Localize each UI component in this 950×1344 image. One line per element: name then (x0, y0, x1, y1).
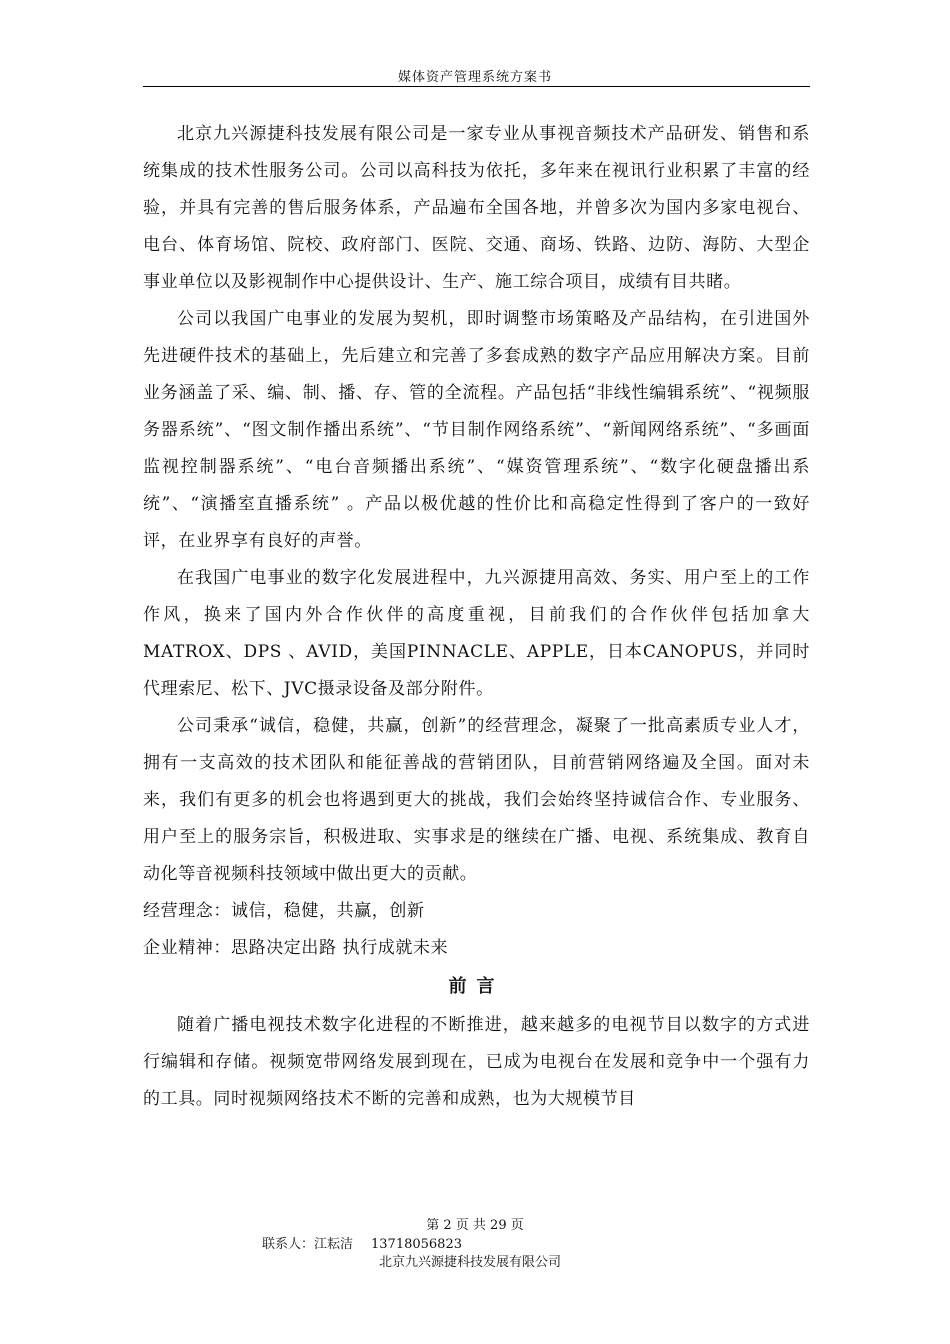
section-heading-preface: 前言 (448, 976, 505, 997)
preface-paragraph: 随着广播电视技术数字化进程的不断推进，越来越多的电视节目以数字的方式进行编辑和存储。视频宽带网络发展到现在，已成为电视台在发展和竞争中一个强有力的工具。同时视频网络技术不断的完善和成熟，也为大规模节目 (143, 1015, 810, 1109)
partners-paragraph: 在我国广电事业的数字化发展进程中，九兴源捷用高效、务实、用户至上的工作作风，换来了国内外合作伙伴的高度重视，目前我们的合作伙伴包括加拿大MATROX、DPS 、AVID，美国PINNACLE、APPLE，日本CANOPUS，并同时代理索尼、松下、JVC摄录设备及部分附件。 (143, 568, 810, 699)
footer-page-number: 第 2 页 共 29 页 (426, 1218, 524, 1233)
philosophy-paragraph: 公司秉承“诚信，稳健，共赢，创新”的经营理念，凝聚了一批高素质专业人才，拥有一支高效的技术团队和能征善战的营销团队，目前营销网络遍及全国。面对未来，我们有更多的机会也将遇到更大的挑战，我们会始终坚持诚信合作、专业服务、用户至上的服务宗旨，积极进取、实事求是的继续在广播、电视、系统集成、教育自动化等音视频科技领域中做出更大的贡献。 (143, 716, 810, 884)
page-header-title: 媒体资产管理系统方案书 (397, 70, 552, 85)
footer-phone: 13718056823 (371, 1237, 462, 1252)
footer-contact (262, 1233, 462, 1252)
business-philosophy-line: 经营理念：诚信，稳健，共赢，创新 (143, 901, 425, 921)
footer-company-name: 北京九兴源捷科技发展有限公司 (379, 1255, 562, 1270)
corporate-spirit-line: 企业精神：思路决定出路 执行成就未来 (143, 938, 449, 958)
header-divider (143, 86, 810, 87)
company-intro-paragraph: 北京九兴源捷科技发展有限公司是一家专业从事视音频技术产品研发、销售和系统集成的技术性服务公司。公司以高科技为依托，多年来在视讯行业积累了丰富的经验，并具有完善的售后服务体系，产品遍布全国各地，并曾多次为国内多家电视台、电台、体育场馆、院校、政府部门、医院、交通、商场、铁路、边防、海防、大型企事业单位以及影视制作中心提供设计、生产、施工综合项目，成绩有目共睹。 (143, 124, 810, 292)
products-paragraph: 公司以我国广电事业的发展为契机，即时调整市场策略及产品结构，在引进国外先进硬件技术的基础上，先后建立和完善了多套成熟的数字产品应用解决方案。目前业务涵盖了采、编、制、播、存、管的全流程。产品包括“非线性编辑系统”、“视频服务器系统”、“图文制作播出系统”、“节目制作网络系统”、“新闻网络系统”、“多画面监视控制器系统”、“电台音频播出系统”、“媒资管理系统”、“数字化硬盘播出系统”、“演播室直播系统” 。产品以极优越的性价比和高稳定性得到了客户的一致好评，在业界享有良好的声誉。 (143, 309, 810, 551)
document-body (143, 116, 810, 1118)
footer-contact-label: 联系人：江耘洁 (262, 1237, 354, 1252)
